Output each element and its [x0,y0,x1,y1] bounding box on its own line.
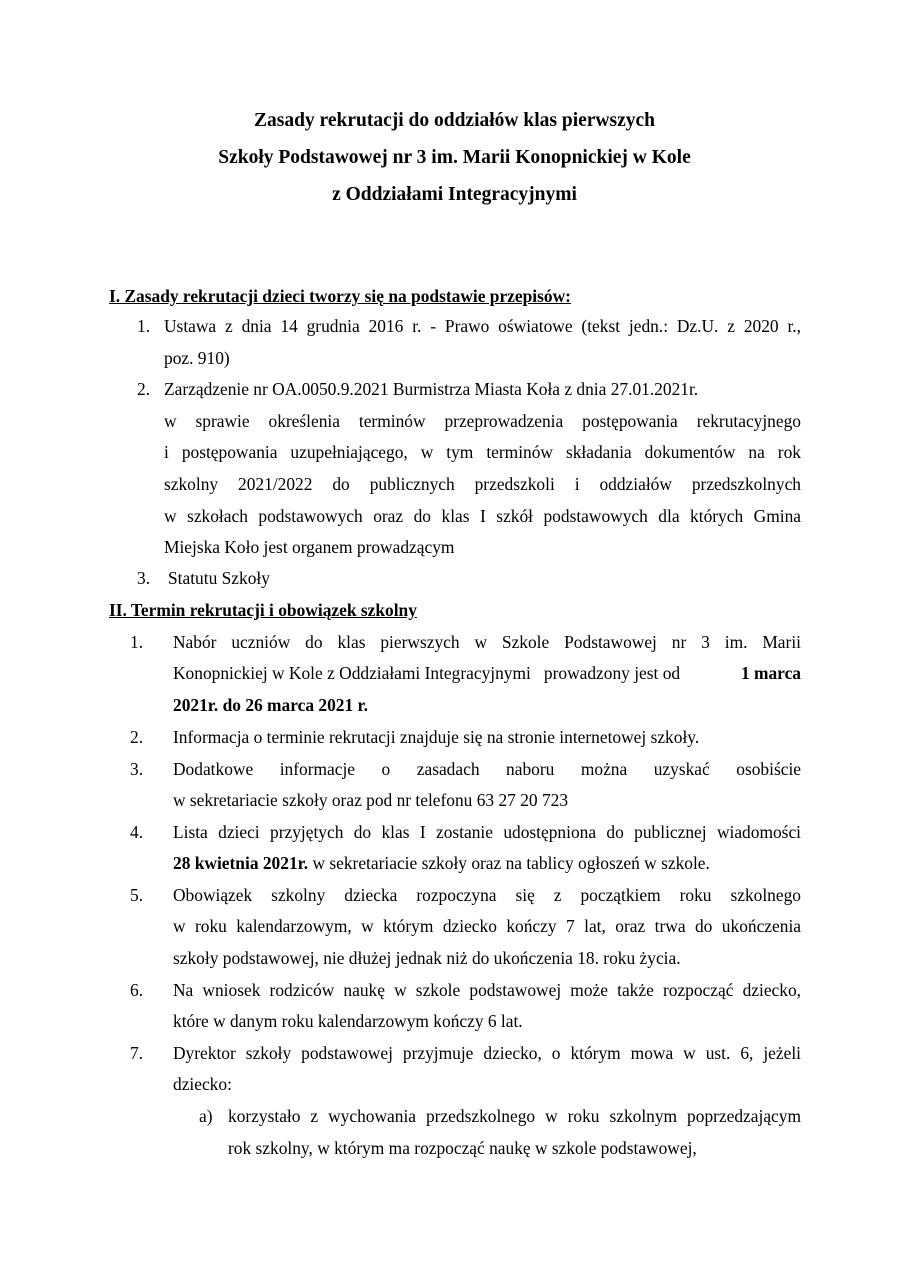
section-2-item-1-date-range: 2021r. do 26 marca 2021 r. [173,695,368,715]
section-2-item-1-line-1: Nabór uczniów do klas pierwszych w Szkole Podstawowej nr 3 im. Marii [173,632,801,652]
section-1-item-2-line-1: Zarządzenie nr OA.0050.9.2021 Burmistrza Miasta Koła z dnia 27.01.2021r. [164,379,699,399]
section-1-item-3-number: 3. [137,568,151,588]
section-2-item-5-number: 5. [130,885,144,905]
section-1-item-2-line-6: Miejska Koło jest organem prowadzącym [164,537,455,557]
document-title-line-3: z Oddziałami Integracyjnymi [332,184,577,205]
section-2-item-4-list-date: 28 kwietnia 2021r. [173,853,309,873]
section-2-item-1-number: 1. [130,632,144,652]
section-1-item-2-line-5: w szkołach podstawowych oraz do klas I szkół podstawowych dla których Gmina [164,506,801,526]
section-1-heading: I. Zasady rekrutacji dzieci tworzy się na podstawie przepisów: [109,286,571,306]
section-2-item-1-line-2-text: Konopnickiej w Kole z Oddziałami Integracyjnymi prowadzony jest od [173,663,685,683]
section-2-item-7-subitem-a-line-2: rok szkolny, w którym ma rozpocząć naukę w szkole podstawowej, [228,1138,697,1158]
section-2-item-4-line-2 [173,853,710,873]
section-1-item-2-line-2: w sprawie określenia terminów przeprowadzenia postępowania rekrutacyjnego [164,411,801,431]
section-2-item-7-number: 7. [130,1043,144,1063]
section-2-item-5-line-3: szkoły podstawowej, nie dłużej jednak niż do ukończenia 18. roku życia. [173,948,681,968]
section-2-item-6-number: 6. [130,980,144,1000]
section-1-item-1-line-2: poz. 910) [164,348,230,368]
section-2-item-6-line-1: Na wniosek rodziców naukę w szkole podstawowej może także rozpocząć dziecko, [173,980,801,1000]
section-1-item-3-line-1: Statutu Szkoły [168,568,270,588]
section-2-item-1-start-date: 1 marca [740,663,801,683]
section-2-item-7-line-1: Dyrektor szkoły podstawowej przyjmuje dziecko, o którym mowa w ust. 6, jeżeli [173,1043,801,1063]
document-title-line-2: Szkoły Podstawowej nr 3 im. Marii Konopnickiej w Kole [218,147,691,168]
section-2-item-3-line-1: Dodatkowe informacje o zasadach naboru można uzyskać osobiście [173,759,801,779]
section-2-item-2-line-1: Informacja o terminie rekrutacji znajduje się na stronie internetowej szkoły. [173,727,700,747]
document-title-line-1: Zasady rekrutacji do oddziałów klas pierwszych [253,110,656,131]
section-2-item-7-subitem-a-line-1: korzystało z wychowania przedszkolnego w roku szkolnym poprzedzającym [228,1106,801,1126]
section-2-item-1-line-3 [173,695,368,715]
section-2-item-5-line-1: Obowiązek szkolny dziecka rozpoczyna się z początkiem roku szkolnego [173,885,801,905]
section-2-item-4-line-2-text: w sekretariacie szkoły oraz na tablicy ogłoszeń w szkole. [308,853,710,873]
section-1-item-2-number: 2. [137,379,151,399]
section-2-item-4-line-1: Lista dzieci przyjętych do klas I zostanie udostępniona do publicznej wiadomości [173,822,801,842]
section-2-item-3-number: 3. [130,759,144,779]
section-2-item-7-line-2: dziecko: [173,1074,232,1094]
section-1-item-2-line-4: szkolny 2021/2022 do publicznych przedszkoli i oddziałów przedszkolnych [164,474,801,494]
section-2-item-6-line-2: które w danym roku kalendarzowym kończy 6 lat. [173,1011,523,1031]
section-2-item-7-subitem-a-letter: a) [199,1106,213,1126]
section-2-item-1-line-2 [173,663,801,683]
section-2-item-4-number: 4. [130,822,144,842]
section-1-item-2-line-3: i postępowania uzupełniającego, w tym terminów składania dokumentów na rok [164,442,801,462]
section-2-heading: II. Termin rekrutacji i obowiązek szkolny [109,600,417,620]
section-2-item-3-line-2: w sekretariacie szkoły oraz pod nr telefonu 63 27 20 723 [173,790,569,810]
section-2-item-5-line-2: w roku kalendarzowym, w którym dziecko kończy 7 lat, oraz trwa do ukończenia [173,916,801,936]
section-2-item-2-number: 2. [130,727,144,747]
section-1-item-1-number: 1. [137,316,151,336]
section-1-item-1-line-1: Ustawa z dnia 14 grudnia 2016 r. - Prawo oświatowe (tekst jedn.: Dz.U. z 2020 r., [164,316,801,336]
